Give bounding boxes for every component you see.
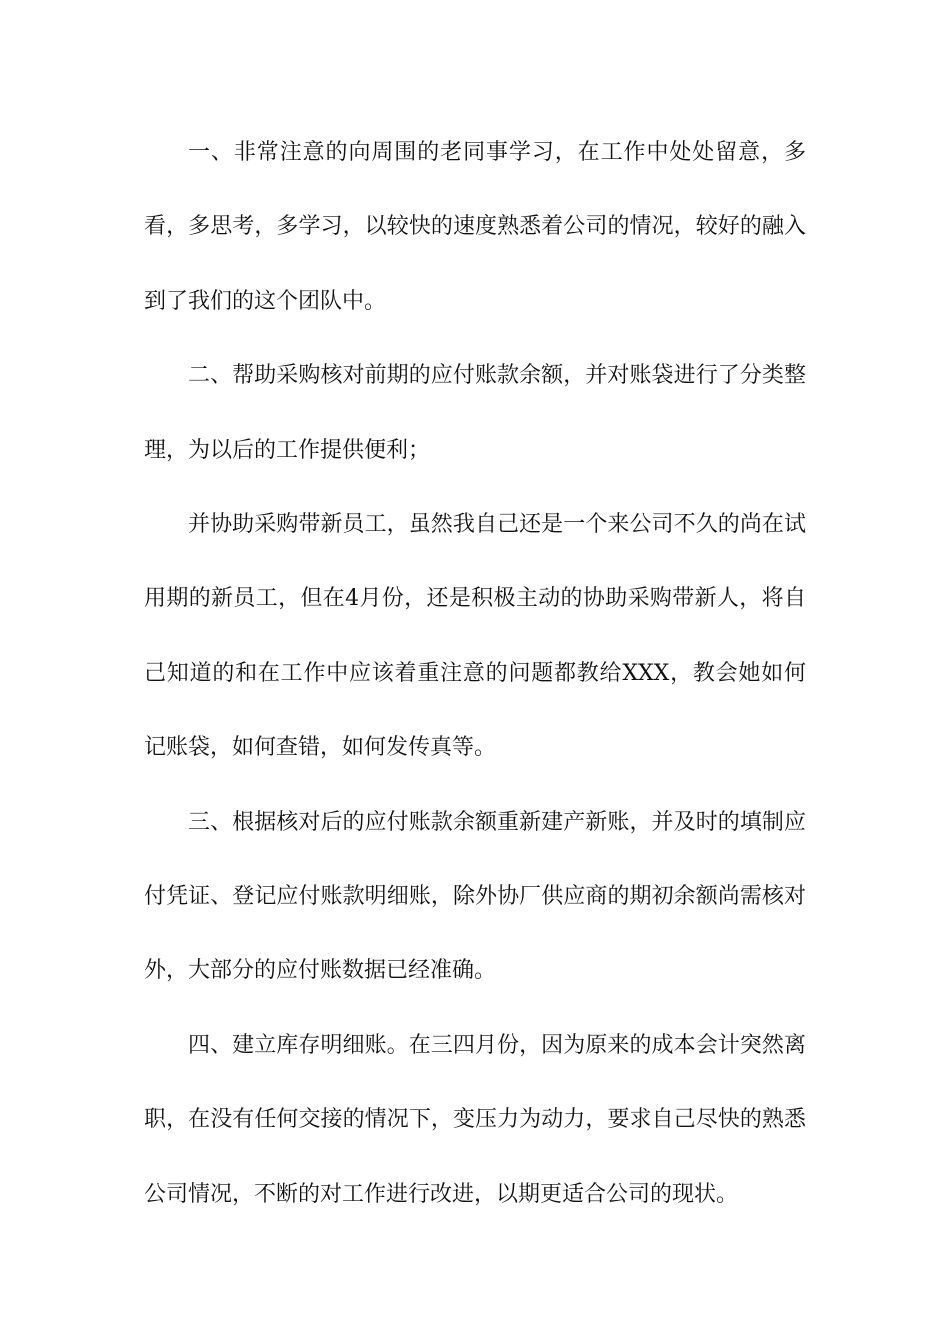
paragraph-3: 并协助采购带新员工，虽然我自己还是一个来公司不久的尚在试用期的新员工，但在4月份，还是积极主动的协助采购带新人，将自己知道的和在工作中应该着重注意的问题都教给XXX，教会她如何记账袋，如何查错，如何发传真等。 <box>144 512 806 761</box>
paragraph-1: 一、非常注意的向周围的老同事学习，在工作中处处留意，多看，多思考，多学习，以较快的速度熟悉着公司的情况，较好的融入到了我们的这个团队中。 <box>144 140 806 314</box>
document-body <box>144 116 806 1232</box>
paragraph-2: 二、帮助采购核对前期的应付账款余额，并对账袋进行了分类整理，为以后的工作提供便利； <box>144 363 806 463</box>
paragraph-4: 三、根据核对后的应付账款余额重新建产新账，并及时的填制应付凭证、登记应付账款明细账，除外协厂供应商的期初余额尚需核对外，大部分的应付账数据已经准确。 <box>144 809 806 984</box>
paragraph-5: 四、建立库存明细账。在三四月份，因为原来的成本会计突然离职，在没有任何交接的情况下，变压力为动力，要求自己尽快的熟悉公司情况，不断的对工作进行改进，以期更适合公司的现状。 <box>144 1032 806 1207</box>
